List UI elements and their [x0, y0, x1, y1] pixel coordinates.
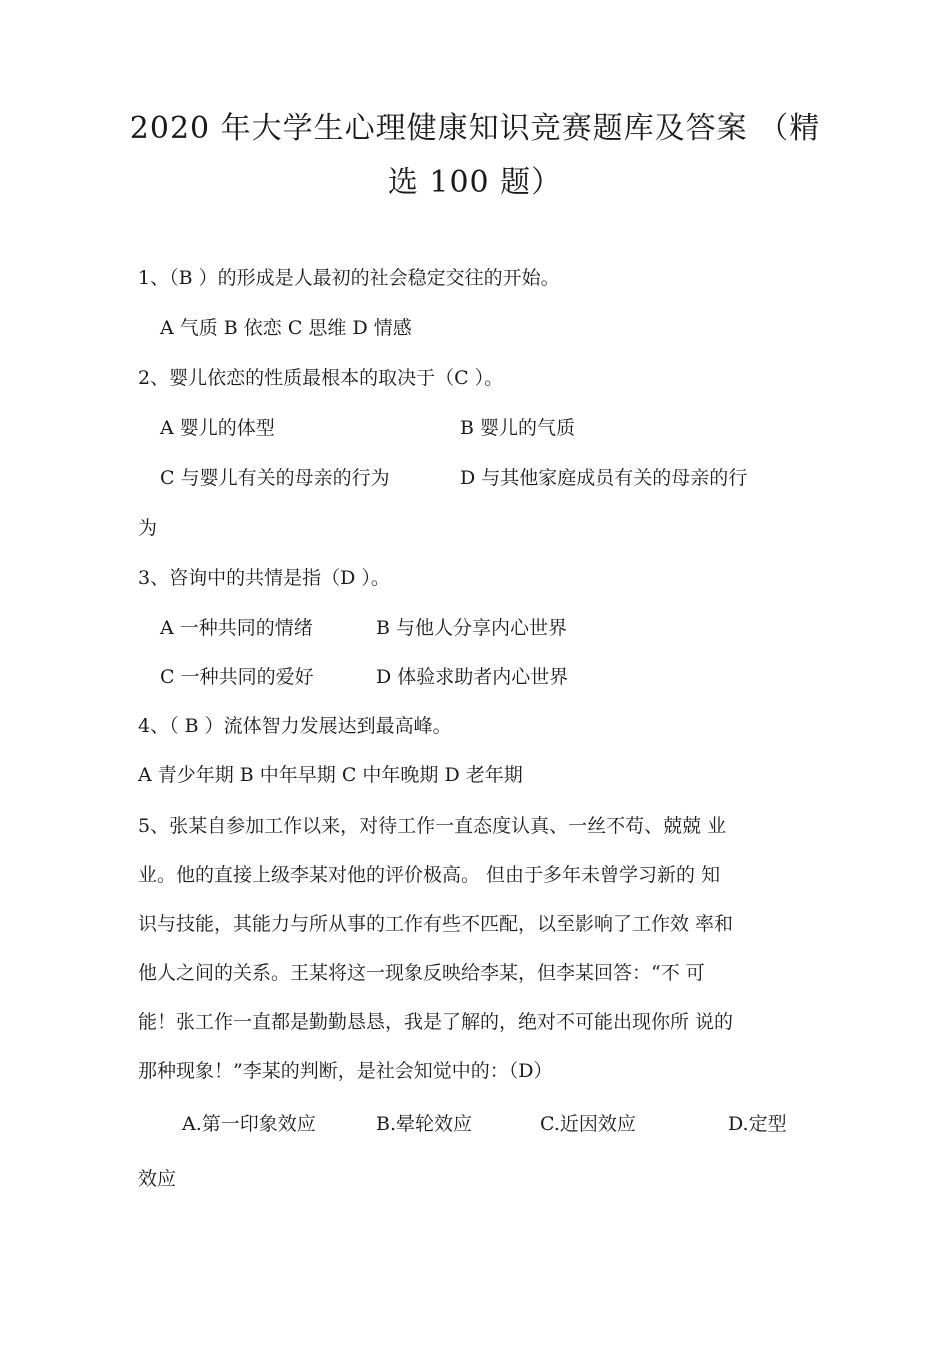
- question-5-option-d-continued: 效应: [138, 1168, 177, 1190]
- question-2-option-c: C 与婴儿有关的母亲的行为: [160, 467, 390, 489]
- title-line-1: 2020 年大学生心理健康知识竞赛题库及答案 （精: [129, 111, 821, 146]
- question-5-line-3: 识与技能，其能力与所从事的工作有些不匹配，以至影响了工作效 率和: [138, 913, 734, 935]
- question-5-option-a: A.第一印象效应: [182, 1113, 316, 1135]
- question-1-stem: 1、（B ）的形成是人最初的社会稳定交往的开始。: [138, 267, 560, 289]
- question-1-options: A 气质 B 依恋 C 思维 D 情感: [160, 317, 412, 339]
- question-5-line-6: 那种现象！”李某的判断，是社会知觉中的：（D）: [138, 1060, 553, 1082]
- question-5-option-c: C.近因效应: [540, 1113, 636, 1135]
- title-line-2: 选 100 题）: [387, 165, 563, 200]
- question-4-stem: 4、（ B ）流体智力发展达到最高峰。: [138, 715, 452, 737]
- question-5-line-2: 业。他的直接上级李某对他的评价极高。 但由于多年未曾学习新的 知: [138, 864, 721, 886]
- question-5-line-5: 能！张工作一直都是勤勤恳恳，我是了解的，绝对不可能出现你所 说的: [138, 1011, 734, 1033]
- document-title: [120, 102, 830, 210]
- question-3-option-c: C 一种共同的爱好: [160, 666, 314, 688]
- question-5-line-4: 他人之间的关系。王某将这一现象反映给李某，但李某回答：“不 可: [138, 962, 705, 984]
- question-2-option-b: B 婴儿的气质: [460, 417, 576, 439]
- question-3-option-b: B 与他人分享内心世界: [376, 617, 568, 639]
- question-3-option-d: D 体验求助者内心世界: [376, 666, 569, 688]
- question-2-option-d: D 与其他家庭成员有关的母亲的行: [460, 467, 748, 489]
- question-2-stem: 2、婴儿依恋的性质最根本的取决于（C ）。: [138, 367, 504, 389]
- question-2-option-a: A 婴儿的体型: [160, 417, 275, 439]
- question-4-options: A 青少年期 B 中年早期 C 中年晚期 D 老年期: [138, 764, 523, 786]
- question-5-line-1: 5、张某自参加工作以来，对待工作一直态度认真、一丝不苟、兢兢 业: [138, 815, 727, 837]
- question-3-option-a: A 一种共同的情绪: [160, 617, 313, 639]
- question-2-option-d-continued: 为: [138, 517, 158, 539]
- question-5-option-d: D.定型: [728, 1113, 787, 1135]
- question-3-stem: 3、咨询中的共情是指（D ）。: [138, 567, 390, 589]
- question-5-option-b: B.晕轮效应: [376, 1113, 473, 1135]
